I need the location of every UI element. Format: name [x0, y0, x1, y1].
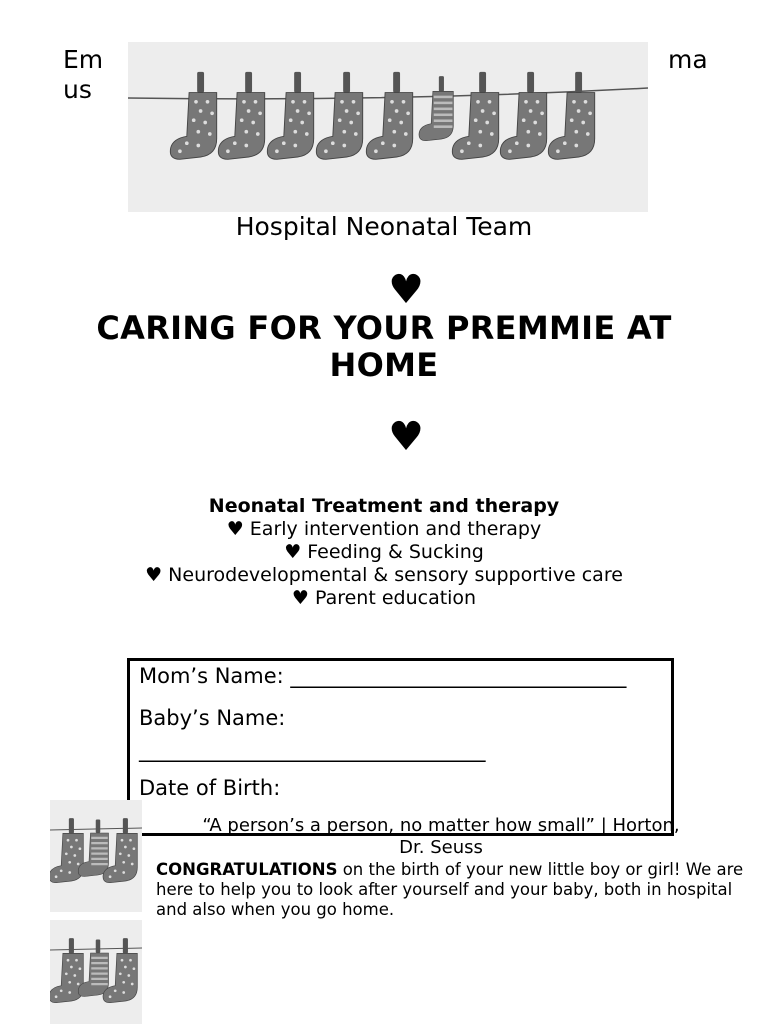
page-title-line2: HOME	[329, 346, 439, 384]
clothesline-socks-illustration	[128, 42, 648, 212]
congratulations-text: on the birth of your new little boy or girl! We are here to help you to look after yourself and your baby, both in hospital and also when you go home.	[156, 860, 744, 919]
sock-icon	[500, 72, 546, 159]
date-of-birth-field[interactable]: Date of Birth:	[139, 776, 281, 800]
quote	[150, 815, 732, 859]
service-item: ♥ Neurodevelopmental & sensory supportive care	[145, 564, 623, 586]
corner-text-left-line1: Em	[63, 45, 104, 74]
sock-icon	[366, 72, 412, 159]
quote-line2: Dr. Seuss	[399, 837, 483, 858]
heart-icon-bottom: ♥	[388, 414, 424, 460]
page-title	[40, 310, 728, 384]
baby-name-field[interactable]: _________________________________	[139, 738, 486, 762]
sock-icon	[267, 72, 313, 159]
page-title-line1: CARING FOR YOUR PREMMIE AT	[96, 309, 672, 347]
side-socks-image-lower	[50, 920, 142, 1024]
corner-text-right: ma	[668, 45, 708, 74]
congratulations-bold: CONGRATULATIONS	[156, 860, 338, 879]
sock-icon	[218, 72, 264, 159]
heart-icon-top: ♥	[388, 267, 424, 313]
baby-name-label: Baby’s Name:	[139, 706, 286, 730]
sock-icon	[316, 72, 362, 159]
services-heading: Neonatal Treatment and therapy	[208, 495, 560, 517]
service-item: ♥ Parent education	[291, 587, 477, 609]
sock-icon	[419, 76, 453, 141]
mom-name-field[interactable]: Mom’s Name: ________________________________	[139, 664, 627, 688]
services-list	[0, 495, 768, 610]
side-socks-illustration-upper	[50, 800, 142, 912]
side-socks-illustration-lower	[50, 920, 142, 1024]
quote-line1: “A person’s a person, no matter how small” | Horton,	[202, 815, 680, 836]
side-socks-image-upper	[50, 800, 142, 912]
sock-icon	[170, 72, 216, 159]
congratulations-paragraph	[156, 860, 746, 920]
service-item: ♥ Early intervention and therapy	[226, 518, 542, 540]
hospital-team-heading: Hospital Neonatal Team	[235, 212, 533, 241]
corner-text-left-line2: us	[63, 75, 92, 104]
clothesline-socks-image	[128, 42, 648, 212]
corner-text-left	[63, 45, 103, 105]
sock-icon	[548, 72, 594, 159]
sock-icon	[452, 72, 498, 159]
service-item: ♥ Feeding & Sucking	[284, 541, 484, 563]
